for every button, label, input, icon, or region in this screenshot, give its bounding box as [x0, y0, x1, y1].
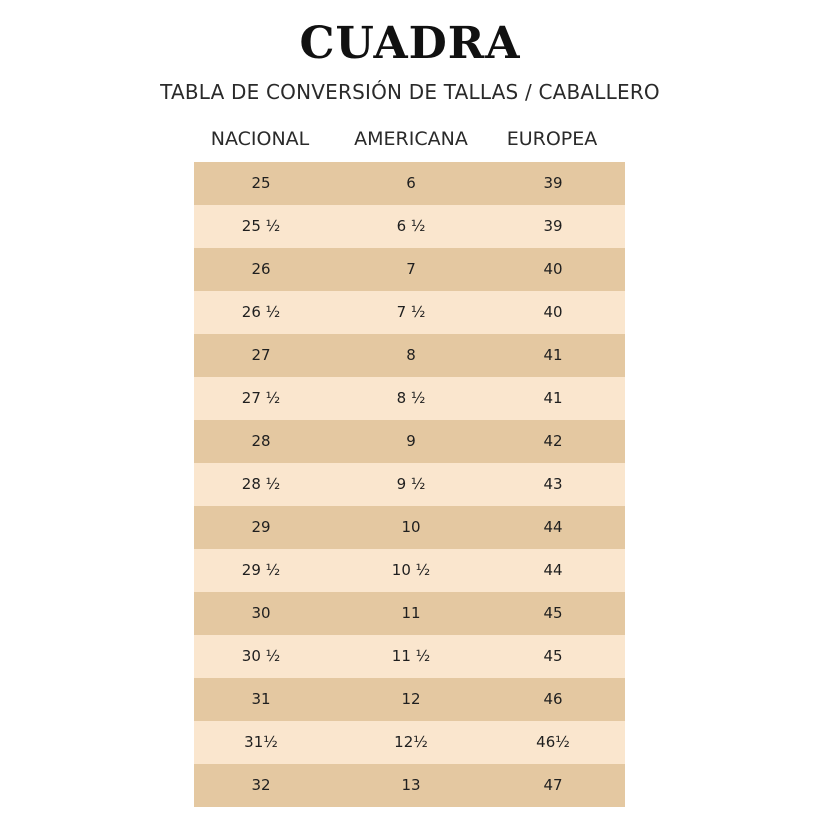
cell-europea: 40 — [543, 260, 563, 278]
table-row — [194, 592, 625, 635]
cell-nacional: 25 ½ — [241, 217, 281, 235]
cell-europea: 41 — [543, 346, 563, 364]
cell-nacional: 26 ½ — [241, 303, 281, 321]
cell-americana: 10 ½ — [391, 561, 431, 579]
size-conversion-table — [194, 162, 625, 808]
cell-americana: 12 — [401, 690, 421, 708]
cell-americana: 7 — [406, 260, 416, 278]
table-row — [194, 291, 625, 334]
table-row — [194, 506, 625, 549]
cell-nacional: 28 ½ — [241, 475, 281, 493]
cell-nacional: 30 ½ — [241, 647, 281, 665]
table-row — [194, 377, 625, 420]
table-row — [194, 463, 625, 506]
cell-nacional: 27 — [251, 346, 271, 364]
column-header-europea: EUROPEA — [506, 128, 598, 150]
table-row — [194, 420, 625, 463]
table-header — [186, 126, 636, 152]
cell-americana: 11 — [401, 604, 421, 622]
cell-nacional: 30 — [251, 604, 271, 622]
cell-americana: 8 — [406, 346, 416, 364]
cell-americana: 9 ½ — [396, 475, 426, 493]
page-title: TABLA DE CONVERSIÓN DE TALLAS / CABALLERO — [160, 80, 660, 104]
cell-nacional: 27 ½ — [241, 389, 281, 407]
cell-nacional: 25 — [251, 174, 271, 192]
cell-europea: 47 — [543, 776, 563, 794]
cell-nacional: 26 — [251, 260, 271, 278]
cell-europea: 43 — [543, 475, 563, 493]
cell-americana: 13 — [401, 776, 421, 794]
table-row — [194, 764, 625, 807]
cell-americana: 8 ½ — [396, 389, 426, 407]
cell-europea: 44 — [543, 518, 563, 536]
cell-americana: 11 ½ — [391, 647, 431, 665]
cell-nacional: 29 — [251, 518, 271, 536]
cell-europea: 44 — [543, 561, 563, 579]
cell-europea: 45 — [543, 604, 563, 622]
table-row — [194, 721, 625, 764]
cell-americana: 12½ — [394, 733, 428, 751]
cell-nacional: 29 ½ — [241, 561, 281, 579]
table-row — [194, 678, 625, 721]
table-row — [194, 205, 625, 248]
brand-logo: CUADRA — [299, 18, 521, 69]
cell-europea: 46 — [543, 690, 563, 708]
column-header-nacional: NACIONAL — [210, 128, 310, 150]
cell-americana: 6 ½ — [396, 217, 426, 235]
cell-nacional: 31½ — [244, 733, 278, 751]
cell-americana: 10 — [401, 518, 421, 536]
table-row — [194, 334, 625, 377]
cell-europea: 41 — [543, 389, 563, 407]
cell-americana: 6 — [406, 174, 416, 192]
table-row — [194, 635, 625, 678]
column-header-americana: AMERICANA — [354, 128, 468, 150]
cell-europea: 45 — [543, 647, 563, 665]
table-row — [194, 549, 625, 592]
cell-europea: 40 — [543, 303, 563, 321]
table-row — [194, 162, 625, 205]
cell-americana: 7 ½ — [396, 303, 426, 321]
table-row — [194, 248, 625, 291]
cell-europea: 42 — [543, 432, 563, 450]
cell-nacional: 31 — [251, 690, 271, 708]
cell-americana: 9 — [406, 432, 416, 450]
cell-europea: 39 — [543, 174, 563, 192]
cell-nacional: 32 — [251, 776, 271, 794]
cell-europea: 39 — [543, 217, 563, 235]
cell-nacional: 28 — [251, 432, 271, 450]
cell-europea: 46½ — [536, 733, 570, 751]
